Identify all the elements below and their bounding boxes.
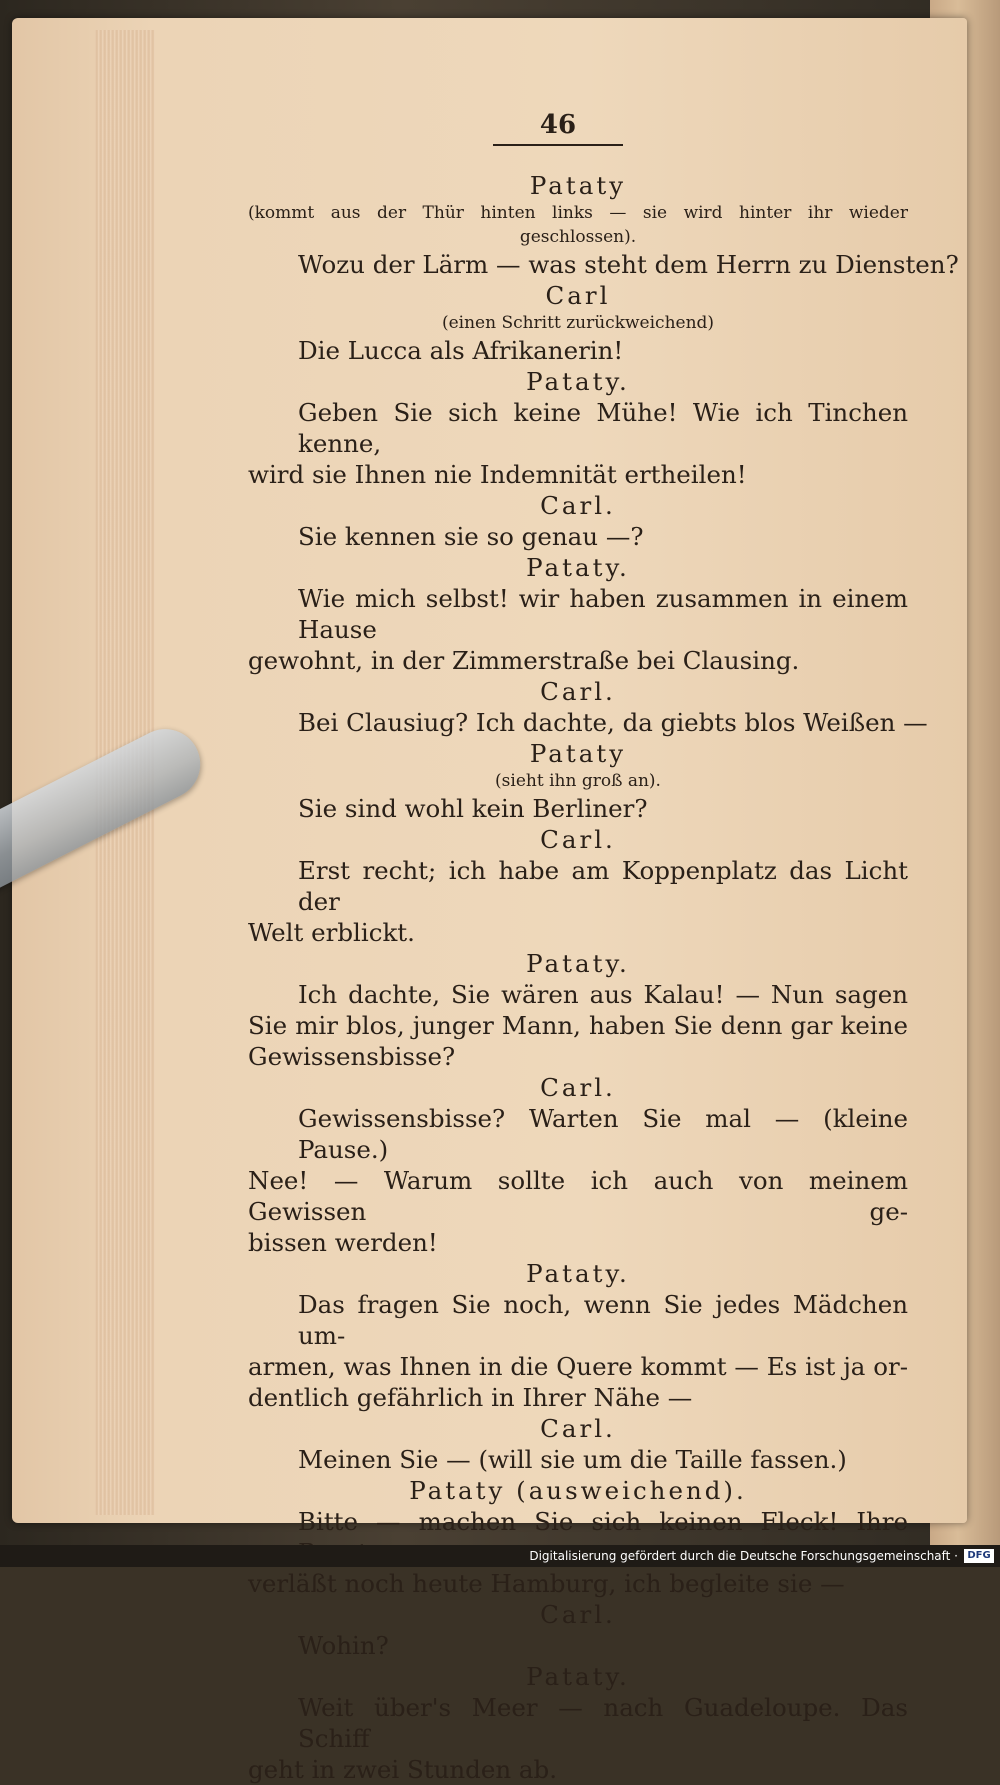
dialogue-line: Wohin? [298,1631,389,1660]
stage-direction: (sieht ihn groß an). [495,771,661,791]
speaker-name: Pataty. [526,553,630,582]
dialogue-line: Wozu der Lärm — was steht dem Herrn zu Diensten? [298,250,959,279]
dialogue-line: bissen werden! [248,1228,438,1257]
speaker-name: Carl. [540,491,616,520]
dialogue-line: geht in zwei Stunden ab. [248,1755,558,1784]
stage-direction: (einen Schritt zurückweichend) [441,313,715,333]
dialogue-line: Ich dachte, Sie wären aus Kalau! — Nun sagen [298,980,908,1009]
dialogue-line: Wie mich selbst! wir haben zusammen in einem Hause [298,584,908,644]
speaker-name: Pataty. [526,367,630,396]
speaker-name: Carl. [540,1073,616,1102]
speaker-name: Pataty [529,171,627,200]
speaker-name: Carl. [540,1414,616,1443]
dialogue-line: Die Lucca als Afrikanerin! [298,336,624,365]
speaker-name: Pataty. [526,949,630,978]
speaker-name: Pataty. [526,1259,630,1288]
page-number: 46 [493,110,623,146]
dialogue-line: verläßt noch heute Hamburg, ich begleite sie — [248,1569,845,1598]
stage-direction: geschlossen). [519,227,637,247]
dialogue-line: Sie kennen sie so genau —? [298,522,644,551]
dialogue-line: gewohnt, in der Zimmerstraße bei Clausing. [248,646,800,675]
speaker-name: Carl. [540,1600,616,1629]
dialogue-line: Geben Sie sich keine Mühe! Wie ich Tinchen kenne, [298,398,908,458]
dialogue-line: wird sie Ihnen nie Indemnität ertheilen! [248,460,747,489]
dialogue-line: Sie sind wohl kein Berliner? [298,794,648,823]
page-text [248,110,959,1785]
speaker-name: Carl [545,281,611,310]
dialogue-line: armen, was Ihnen in die Quere kommt — Es ist ja or- [248,1352,908,1381]
dialogue-line: Gewissensbisse? Warten Sie mal — (kleine Pause.) [298,1104,908,1164]
text-lines [248,170,959,1785]
dialogue-line: Bitte — machen Sie sich keinen Fleck! Ihre [298,1507,908,1536]
speaker-name: Pataty (ausweichend). [409,1476,747,1505]
dialogue-line: Das fragen Sie noch, wenn Sie jedes Mädchen um- [298,1290,908,1350]
speaker-name: Carl. [540,677,616,706]
speaker-name: Pataty [529,739,627,768]
dialogue-line: Weit über's Meer — nach Guadeloupe. Das Schiff [298,1693,908,1753]
dialogue-line: Erst recht; ich habe am Koppenplatz das Licht der [298,856,908,916]
dialogue-line: dentlich gefährlich in Ihrer Nähe — [248,1383,693,1412]
dialogue-line: Bei Clausiug? Ich dachte, da giebts blos Weißen — [298,708,928,737]
dialogue-line: Sie mir blos, junger Mann, haben Sie denn gar keine [248,1011,908,1040]
speaker-name: Pataty. [526,1662,630,1691]
dialogue-line: Meinen Sie — (will sie um die Taille fassen.) [298,1445,847,1474]
stage-direction: (kommt aus der Thür hinten links — sie wird hinter ihr wieder [248,203,908,223]
speaker-name: Carl. [540,825,616,854]
dialogue-line: Nee! — Warum sollte ich auch von meinem Gewissen ge- [248,1166,908,1226]
footer-credit: Digitalisierung gefördert durch die Deutsche Forschungsgemeinschaft · [0,1545,1000,1567]
dialogue-line: Welt erblickt. [248,918,415,947]
dfg-logo-icon: DFG [964,1549,994,1563]
dialogue-line: Gewissensbisse? [248,1042,456,1071]
